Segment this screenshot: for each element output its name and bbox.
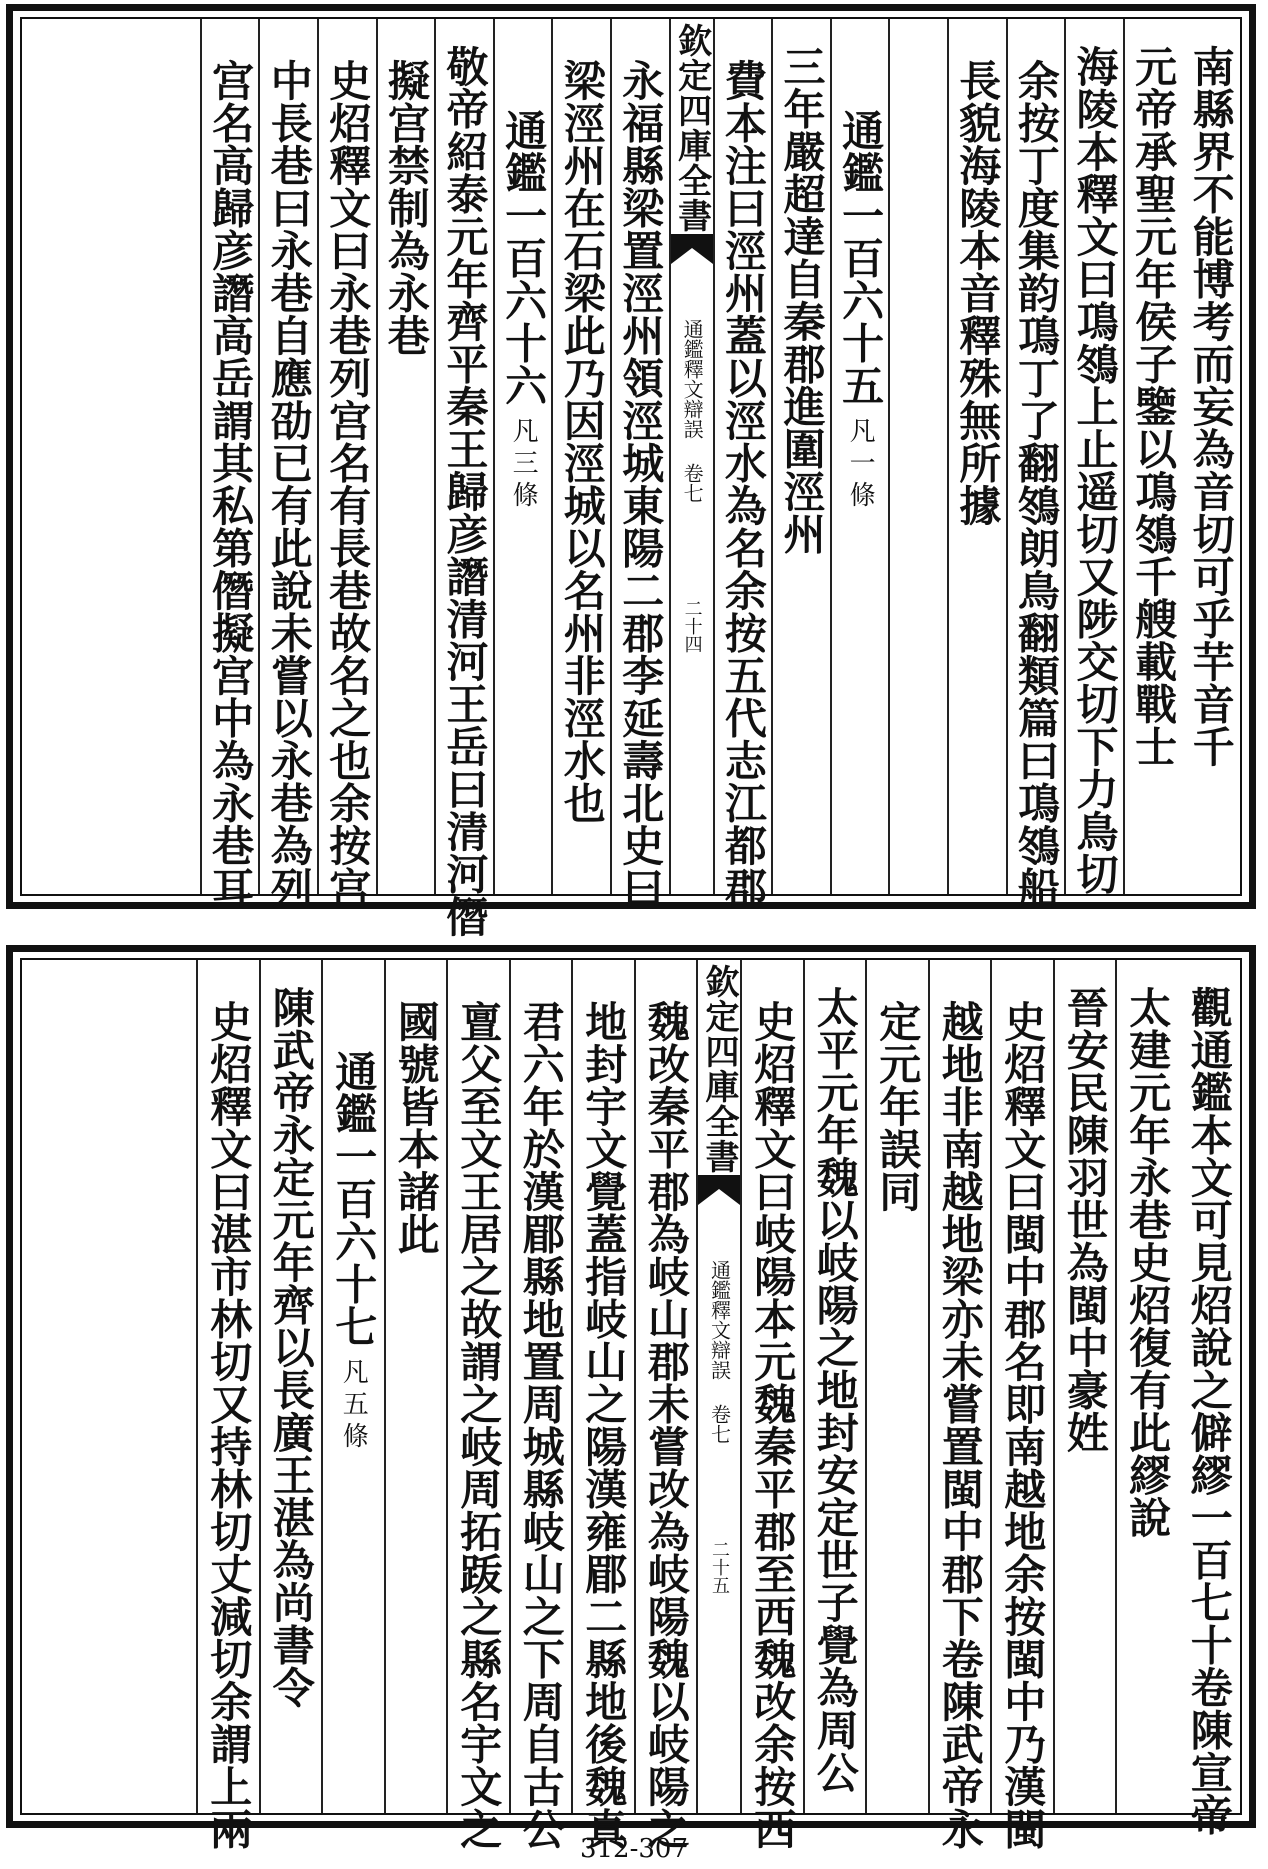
text-column	[771, 19, 830, 894]
column-text: 史炤釋文曰永巷列宫名有長巷故名之也余按宫	[323, 59, 373, 909]
volume-label: 通鑑釋文辯誤 卷七	[680, 319, 705, 503]
text-column	[830, 19, 889, 894]
column-text: 中長巷曰永巷自應劭已有此說未嘗以永巷為列	[264, 59, 314, 909]
center-fold-column	[696, 960, 740, 1813]
column-text: 晉安民陳羽世為閩中豪姓	[1060, 986, 1110, 1454]
text-column	[713, 19, 772, 909]
column-text: 敬帝紹泰元年齊平秦王歸彦譖清河王岳曰清河僭	[440, 45, 490, 938]
column-text: 通鑑一百六十五凡一條	[836, 109, 886, 513]
page-top-frame	[20, 17, 1242, 938]
text-column	[740, 960, 803, 1850]
text-column	[259, 960, 322, 1813]
column-text: 海陵本釋文曰䲨䳉上止遥切又陟交切下力鳥切	[1070, 45, 1120, 895]
page-top	[6, 4, 1256, 938]
fishtail-mark	[671, 234, 713, 264]
column-text: 定元年誤同	[873, 1000, 923, 1213]
column-text: 越地非南越地梁亦未嘗置閩中郡下卷陳武帝永	[935, 1000, 985, 1850]
column-text: 三年嚴超達自秦郡進圍涇州	[777, 45, 827, 555]
text-column	[1053, 960, 1116, 1813]
column-text: 元帝承聖元年侯子鑒以䲨䳉千艘載戰士	[1129, 45, 1179, 768]
page-number: 312-307	[579, 1834, 689, 1864]
column-text: 太建元年永巷史炤復有此繆說	[1123, 986, 1173, 1539]
text-column	[551, 19, 610, 894]
text-column	[384, 960, 447, 1813]
volume-label: 通鑑釋文辯誤 卷七	[707, 1260, 732, 1444]
text-column	[509, 960, 572, 1850]
column-text: 陳武帝永定元年齊以長廣王湛為尚書令	[266, 986, 316, 1709]
book-title: 欽定四庫全書	[671, 23, 712, 233]
column-text: 長貌海陵本音釋殊無所據	[953, 59, 1003, 527]
book-title: 欽定四庫全書	[699, 964, 739, 1174]
text-column	[1064, 19, 1123, 894]
text-column	[258, 19, 317, 909]
column-text: 地封宇文覺蓋指岐山之陽漢雍郿二縣地後魏真	[579, 1000, 629, 1850]
text-column	[928, 960, 991, 1850]
column-text: 史炤釋文曰岐陽本元魏秦平郡至西魏改余按西	[748, 1000, 798, 1850]
column-text: 宫名高歸彦譖高岳謂其私第僭擬宫中為永巷耳	[206, 59, 256, 909]
text-column	[571, 960, 634, 1850]
column-text: 國號皆本諸此	[391, 1000, 441, 1255]
text-column	[1006, 19, 1065, 909]
text-column	[1178, 960, 1241, 1836]
text-column	[1181, 19, 1240, 894]
text-column	[1115, 960, 1178, 1813]
entry-count-note: 凡三條	[508, 416, 539, 513]
text-column	[947, 19, 1006, 894]
column-text: 余按丁度集韵䲨丁了翻䳉朗鳥翻類篇曰䲨䳉船	[1011, 59, 1061, 909]
text-column	[888, 19, 947, 894]
fishtail-mark	[698, 1175, 740, 1205]
text-column	[803, 960, 866, 1813]
column-text: 擬宫禁制為永巷	[381, 59, 431, 357]
text-column	[1123, 19, 1182, 894]
column-text: 觀通鑑本文可見炤說之僻繆一百七十卷陳宣帝	[1184, 986, 1234, 1836]
text-column	[610, 19, 669, 909]
column-text: 梁涇州在石梁此乃因涇城以名州非涇水也	[557, 59, 607, 824]
text-column	[196, 960, 259, 1850]
center-fold-column	[669, 19, 713, 894]
text-column	[317, 19, 376, 909]
column-text: 永福縣梁置涇州領涇城東陽二郡李延壽北史曰	[616, 59, 666, 909]
column-text: 太平元年魏以岐陽之地封安定世子覺為周公	[810, 986, 860, 1794]
column-text: 魏改秦平郡為岐山郡未嘗改為岐陽魏以岐陽之	[641, 1000, 691, 1850]
folio-number: 二十四	[681, 599, 703, 653]
column-text: 通鑑一百六十六凡三條	[499, 109, 549, 513]
text-column	[990, 960, 1053, 1850]
text-column	[865, 960, 928, 1813]
column-text: 史炤釋文曰閩中郡名即南越地余按閩中乃漢閩	[998, 1000, 1048, 1850]
text-column	[446, 960, 509, 1850]
text-column	[634, 960, 697, 1850]
text-column	[321, 960, 384, 1813]
text-column	[493, 19, 552, 894]
text-column	[376, 19, 435, 894]
column-text: 史炤釋文曰湛市林切又持林切丈減切余謂上兩	[204, 1000, 254, 1850]
entry-count-note: 凡五條	[338, 1357, 369, 1454]
text-column	[434, 19, 493, 938]
text-column	[200, 19, 259, 909]
column-text: 通鑑一百六十七凡五條	[329, 1050, 379, 1454]
column-text: 費本注曰涇州蓋以涇水為名余按五代志江都郡	[718, 59, 768, 909]
folio-number: 二十五	[709, 1540, 730, 1594]
column-text: 亶父至文王居之故謂之岐周拓䟦之縣名宇文之	[454, 1000, 504, 1850]
column-text: 君六年於漢郿縣地置周城縣岐山之下周自古公	[516, 1000, 566, 1850]
entry-count-note: 凡一條	[845, 416, 876, 513]
column-text: 南縣界不能博考而妄為音切可乎芉音千	[1186, 45, 1236, 768]
